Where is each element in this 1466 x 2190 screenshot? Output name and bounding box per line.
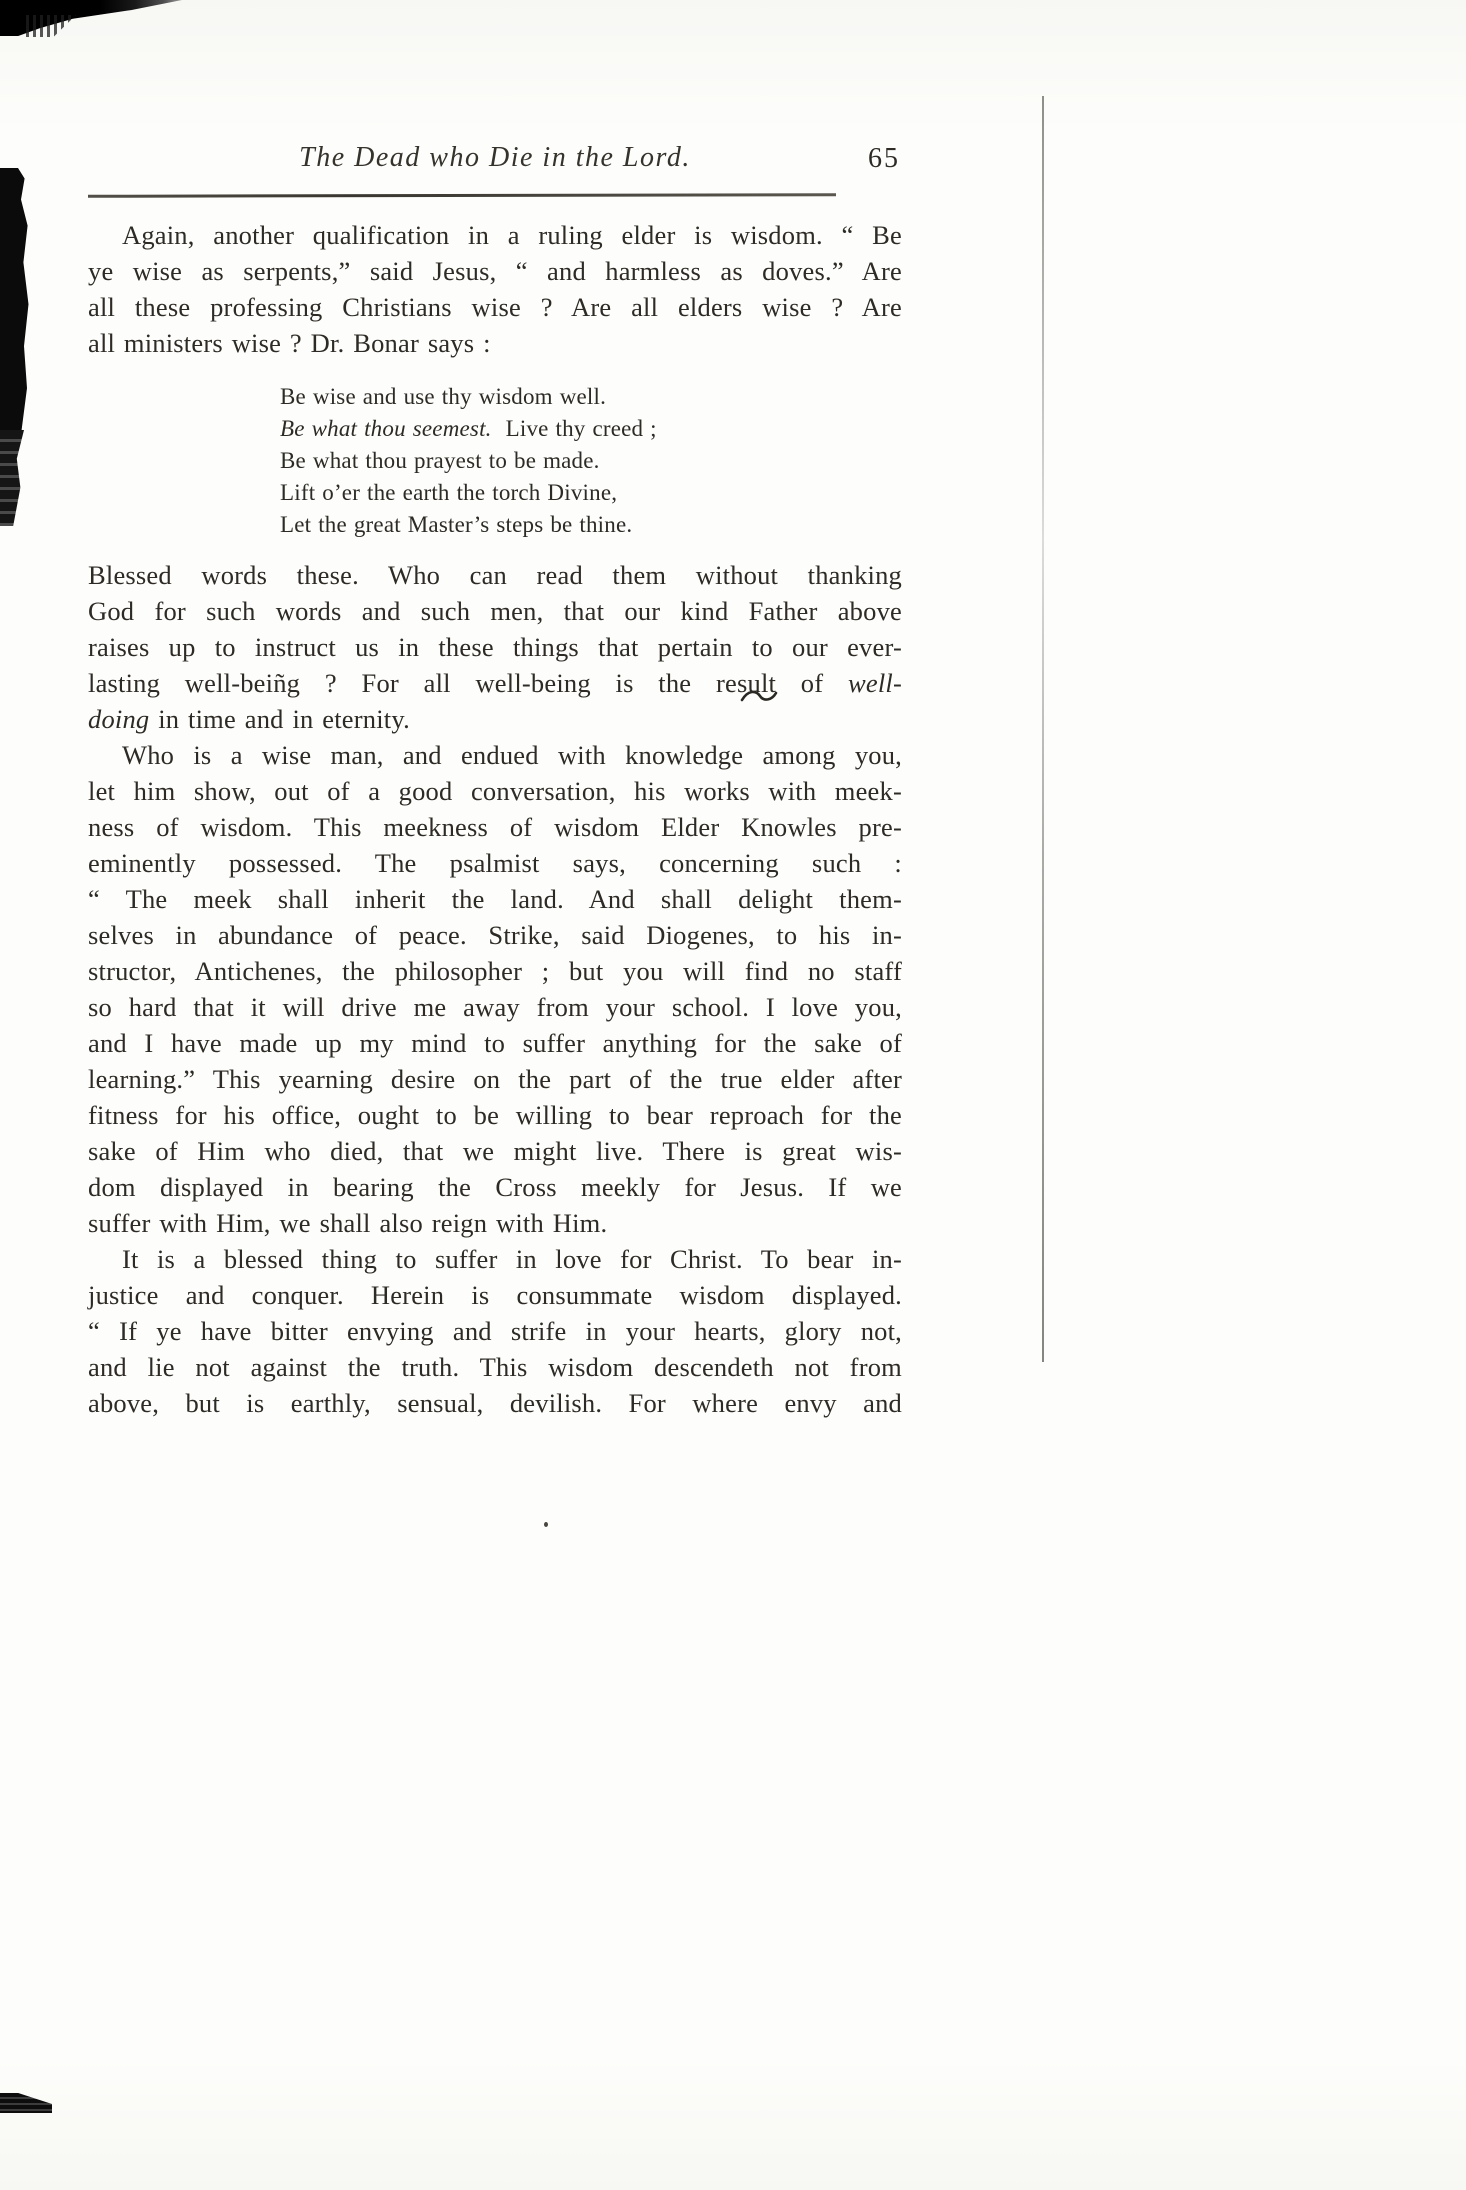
text-line: dom displayed in bearing the Cross meekly for Jesus. If we: [88, 1171, 902, 1202]
text-line: structor, Antichenes, the philosopher ; but you will find no staff: [88, 955, 902, 986]
body-text: [88, 217, 902, 1421]
text-line: ness of wisdom. This meekness of wisdom Elder Knowles pre-: [88, 811, 902, 842]
text-line: Blessed words these. Who can read them without thanking: [88, 559, 902, 590]
text-line-italic-fragment: well-: [848, 667, 902, 698]
text-line-fragment: lasting well-beiñg ? For all well-being is the result of: [88, 667, 848, 698]
page-content: [88, 142, 902, 1421]
text-line: raises up to instruct us in these things that pertain to our ever-: [88, 631, 902, 662]
text-line: justice and conquer. Herein is consummate wisdom displayed.: [88, 1279, 902, 1310]
paragraph-4: [88, 1241, 902, 1421]
text-line: all ministers wise ? Dr. Bonar says :: [88, 327, 491, 358]
poem-block: [280, 381, 902, 541]
paragraph-3: [88, 737, 902, 1241]
text-line: [88, 665, 902, 701]
text-line: suffer with Him, we shall also reign with Him.: [88, 1207, 608, 1238]
text-line: and lie not against the truth. This wisdom descendeth not from: [88, 1351, 902, 1382]
poem-line-fragment: Live thy creed ;: [505, 415, 657, 441]
poem-line-italic-fragment: Be what thou seemest.: [280, 415, 492, 441]
paragraph-2-lines: [88, 557, 902, 665]
page-number: 65: [868, 143, 900, 174]
text-line: let him show, out of a good conversation, his works with meek-: [88, 775, 902, 806]
scan-artifact-speck: [544, 1522, 548, 1527]
text-line: [88, 701, 902, 737]
running-header: [88, 142, 902, 182]
paragraph-2: [88, 557, 902, 737]
text-line: fitness for his office, ought to be willing to bear reproach for the: [88, 1099, 902, 1130]
paragraph-1: [88, 217, 902, 361]
text-line: above, but is earthly, sensual, devilish. For where envy and: [88, 1387, 902, 1418]
scan-artifact-left-edge-blob: [0, 168, 30, 430]
text-line: so hard that it will drive me away from your school. I love you,: [88, 991, 902, 1022]
scan-artifact-bottom-left-mark: [0, 2093, 52, 2113]
text-line-italic-fragment: doing: [88, 703, 150, 734]
text-line: Again, another qualification in a ruling elder is wisdom. “ Be: [122, 219, 902, 250]
poem-line: [280, 413, 902, 445]
text-line: eminently possessed. The psalmist says, concerning such :: [88, 847, 902, 878]
text-line: “ If ye have bitter envying and strife in your hearts, glory not,: [88, 1315, 902, 1346]
scan-artifact-right-hairline: [1042, 96, 1044, 1362]
text-line: learning.” This yearning desire on the part of the true elder after: [88, 1063, 902, 1094]
text-line: It is a blessed thing to suffer in love for Christ. To bear in-: [122, 1243, 902, 1274]
text-line: sake of Him who died, that we might live. There is great wis-: [88, 1135, 902, 1166]
text-line: selves in abundance of peace. Strike, said Diogenes, to his in-: [88, 919, 902, 950]
poem-line: Let the great Master’s steps be thine.: [280, 511, 633, 537]
poem-line: Lift o’er the earth the torch Divine,: [280, 479, 618, 505]
scan-artifact-left-edge-tail: [0, 430, 24, 526]
text-line: all these professing Christians wise ? Are all elders wise ? Are: [88, 291, 902, 322]
text-line-fragment: in time and in eternity.: [149, 703, 410, 734]
poem-line: Be what thou prayest to be made.: [280, 447, 600, 473]
text-line: God for such words and such men, that our kind Father above: [88, 595, 902, 626]
text-line: Who is a wise man, and endued with knowledge among you,: [122, 739, 902, 770]
header-rule: [88, 193, 836, 197]
text-line: and I have made up my mind to suffer anything for the sake of: [88, 1027, 902, 1058]
scan-artifact-top-left-fringe: [26, 15, 76, 37]
poem-line: Be wise and use thy wisdom well.: [280, 383, 607, 409]
text-line: ye wise as serpents,” said Jesus, “ and harmless as doves.” Are: [88, 255, 902, 286]
running-header-title: The Dead who Die in the Lord.: [299, 142, 691, 173]
text-line: “ The meek shall inherit the land. And shall delight them-: [88, 883, 902, 914]
